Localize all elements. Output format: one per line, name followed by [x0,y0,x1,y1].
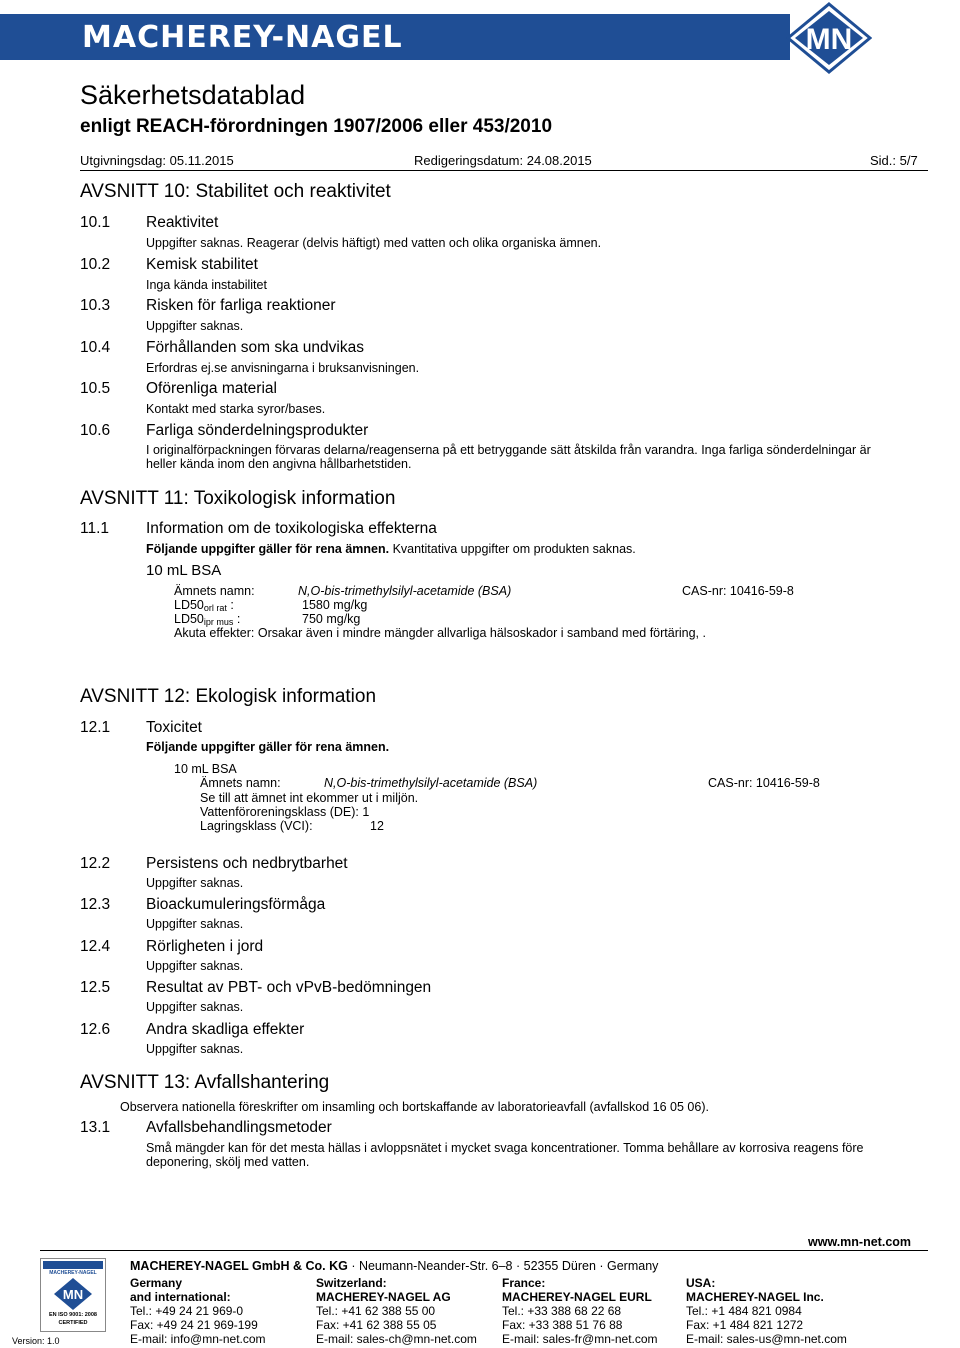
badge-brand: MACHEREY-NAGEL [49,1270,97,1276]
contact-germany: Germany and international: Tel.: +49 24 21 969-0 Fax: +49 24 21 969-199 E-mail: info@mn-net.com [130,1276,266,1346]
substance-label: Ämnets namn: [174,584,255,598]
item-heading: Kemisk stabilitet [146,256,258,273]
item-number: 12.6 [80,1021,111,1038]
section-10-title: AVSNITT 10: Stabilitet och reaktivitet [80,181,391,202]
version-label: Version: 1.0 [12,1336,60,1346]
item-text: Uppgifter saknas. [146,319,244,333]
contact-usa: USA: MACHEREY-NAGEL Inc. Tel.: +1 484 821 0984 Fax: +1 484 821 1272 E-mail: sales-us@mn-net.com [686,1276,847,1346]
contact-france: France: MACHEREY-NAGEL EURL Tel.: +33 388 68 22 68 Fax: +33 388 51 76 88 E-mail: sales-fr@mn-net.com [502,1276,658,1346]
substance-name: N,O-bis-trimethylsilyl-acetamide (BSA) [298,584,512,598]
eco-line: Se till att ämnet int ekommer ut i miljön. [200,791,419,805]
item-text: I originalförpackningen förvaras delarna/reagenserna på ett betryggande sätt åtskilda från varandra. Inga farliga sönderdelningar är [146,443,871,457]
item-heading: Rörligheten i jord [146,938,264,955]
ld50-oral-label: $LD50_{orl rat}$ : [174,598,234,613]
item-heading: Information om de toxikologiska effekterna [146,520,437,537]
item-number: 10.6 [80,422,111,439]
item-number: 12.3 [80,896,111,913]
item-heading: Risken för farliga reaktioner [146,297,336,314]
footer-rule [40,1250,928,1251]
storage-class-value: 12 [370,819,384,833]
lead-text: Följande uppgifter gäller för rena ämnen. [146,740,390,754]
item-text: Små mängder kan för det mesta hällas i avloppsnätet i mycket svaga koncentrationer. Tomma behållare av korrosiva reagens före [146,1141,864,1155]
item-text: Uppgifter saknas. Reagerar (delvis häftigt) med vatten och olika organiska ämnen. [146,236,602,250]
website-link[interactable]: www.mn-net.com [808,1235,912,1249]
brand-name: MACHEREY-NAGEL [82,20,403,55]
svg-text:MN: MN [62,1287,84,1302]
item-number: 11.1 [80,520,110,537]
item-heading: Andra skadliga effekter [146,1021,305,1038]
item-text: heller kända inom den angivna hållbarhetstiden. [146,457,412,471]
item-heading: Toxicitet [146,719,202,736]
item-heading: Reaktivitet [146,214,219,231]
item-number: 13.1 [80,1119,111,1136]
brand-bar [0,14,790,60]
item-heading: Farliga sönderdelningsprodukter [146,422,369,439]
issue-date: Utgivningsdag: 05.11.2015 [80,153,234,168]
header-rule [80,170,928,171]
item-heading: Oförenliga material [146,380,277,397]
page-number: Sid.: 5/7 [870,153,918,168]
revision-date: Redigeringsdatum: 24.08.2015 [414,153,592,168]
item-heading: Bioackumuleringsförmåga [146,896,326,913]
item-number: 12.1 [80,719,111,736]
item-text: Uppgifter saknas. [146,876,244,890]
mn-logo-icon [786,2,872,74]
item-heading: Förhållanden som ska undvikas [146,339,364,356]
item-text: Erfordras ej.se anvisningarna i bruksanvisningen. [146,361,420,375]
section-13-title: AVSNITT 13: Avfallshantering [80,1072,330,1093]
contact-switzerland: Switzerland: MACHEREY-NAGEL AG Tel.: +41 62 388 55 00 Fax: +41 62 388 55 05 E-mail: sales-ch@mn-net.com [316,1276,477,1346]
item-heading: Resultat av PBT- och vPvB-bedömningen [146,979,432,996]
cas-number: CAS-nr: 10416-59-8 [682,584,794,598]
item-text: deponering, skölj med vatten. [146,1155,310,1169]
item-text: Inga kända instabilitet [146,278,267,292]
section-11-title: AVSNITT 11: Toxikologisk information [80,488,396,509]
item-number: 10.3 [80,297,111,314]
eco-line: Vattenföroreningsklass (DE): 1 [200,805,370,819]
item-number: 12.5 [80,979,111,996]
item-text: Uppgifter saknas. [146,959,244,973]
iso-certificate-badge [40,1258,106,1332]
substance-label: Ämnets namn: [200,776,281,790]
waste-note: Observera nationella föreskrifter om insamling och bortskaffande av laboratorieavfall (avfallskod 16 05 06). [120,1100,709,1114]
item-number: 10.5 [80,380,111,397]
cas-number: CAS-nr: 10416-59-8 [708,776,820,790]
section-12-title: AVSNITT 12: Ekologisk information [80,686,377,707]
item-text: Kontakt med starka syror/bases. [146,402,326,416]
item-heading: Persistens och nedbrytbarhet [146,855,348,872]
item-number: 10.1 [80,214,111,231]
item-number: 10.4 [80,339,111,356]
badge-certified: CERTIFIED [58,1320,88,1326]
badge-logo-icon [53,1277,93,1311]
item-number: 12.2 [80,855,111,872]
company-line: MACHEREY-NAGEL GmbH & Co. KG · Neumann-Neander-Str. 6–8 · 52355 Düren · Germany [130,1259,659,1273]
item-text: Uppgifter saknas. [146,1000,244,1014]
substance-name: N,O-bis-trimethylsilyl-acetamide (BSA) [324,776,538,790]
product-name: 10 mL BSA [174,762,237,776]
lead-text: Följande uppgifter gäller för rena ämnen. Kvantitativa uppgifter om produkten saknas. [146,542,636,556]
item-text: Uppgifter saknas. [146,917,244,931]
ld50-ipr-value: 750 mg/kg [302,612,361,626]
product-name: 10 mL BSA [146,562,222,579]
ld50-oral-value: 1580 mg/kg [302,598,368,612]
badge-iso: EN ISO 9001: 2008 [48,1312,97,1318]
acute-effects: Akuta effekter: Orsakar även i mindre mängder allvarliga hälsoskador i samband med förtäring, . [174,626,706,640]
header-banner [0,0,960,74]
item-number: 12.4 [80,938,111,955]
ld50-ipr-label: $LD50_{ipr mus}$ : [174,612,241,627]
document-subtitle: enligt REACH-förordningen 1907/2006 eller 453/2010 [80,116,553,137]
storage-class-label: Lagringsklass (VCI): [200,819,313,833]
item-number: 10.2 [80,256,111,273]
document-title: Säkerhetsdatablad [80,80,306,110]
item-text: Uppgifter saknas. [146,1042,244,1056]
logo-text: MN [805,23,853,56]
item-heading: Avfallsbehandlingsmetoder [146,1119,332,1136]
